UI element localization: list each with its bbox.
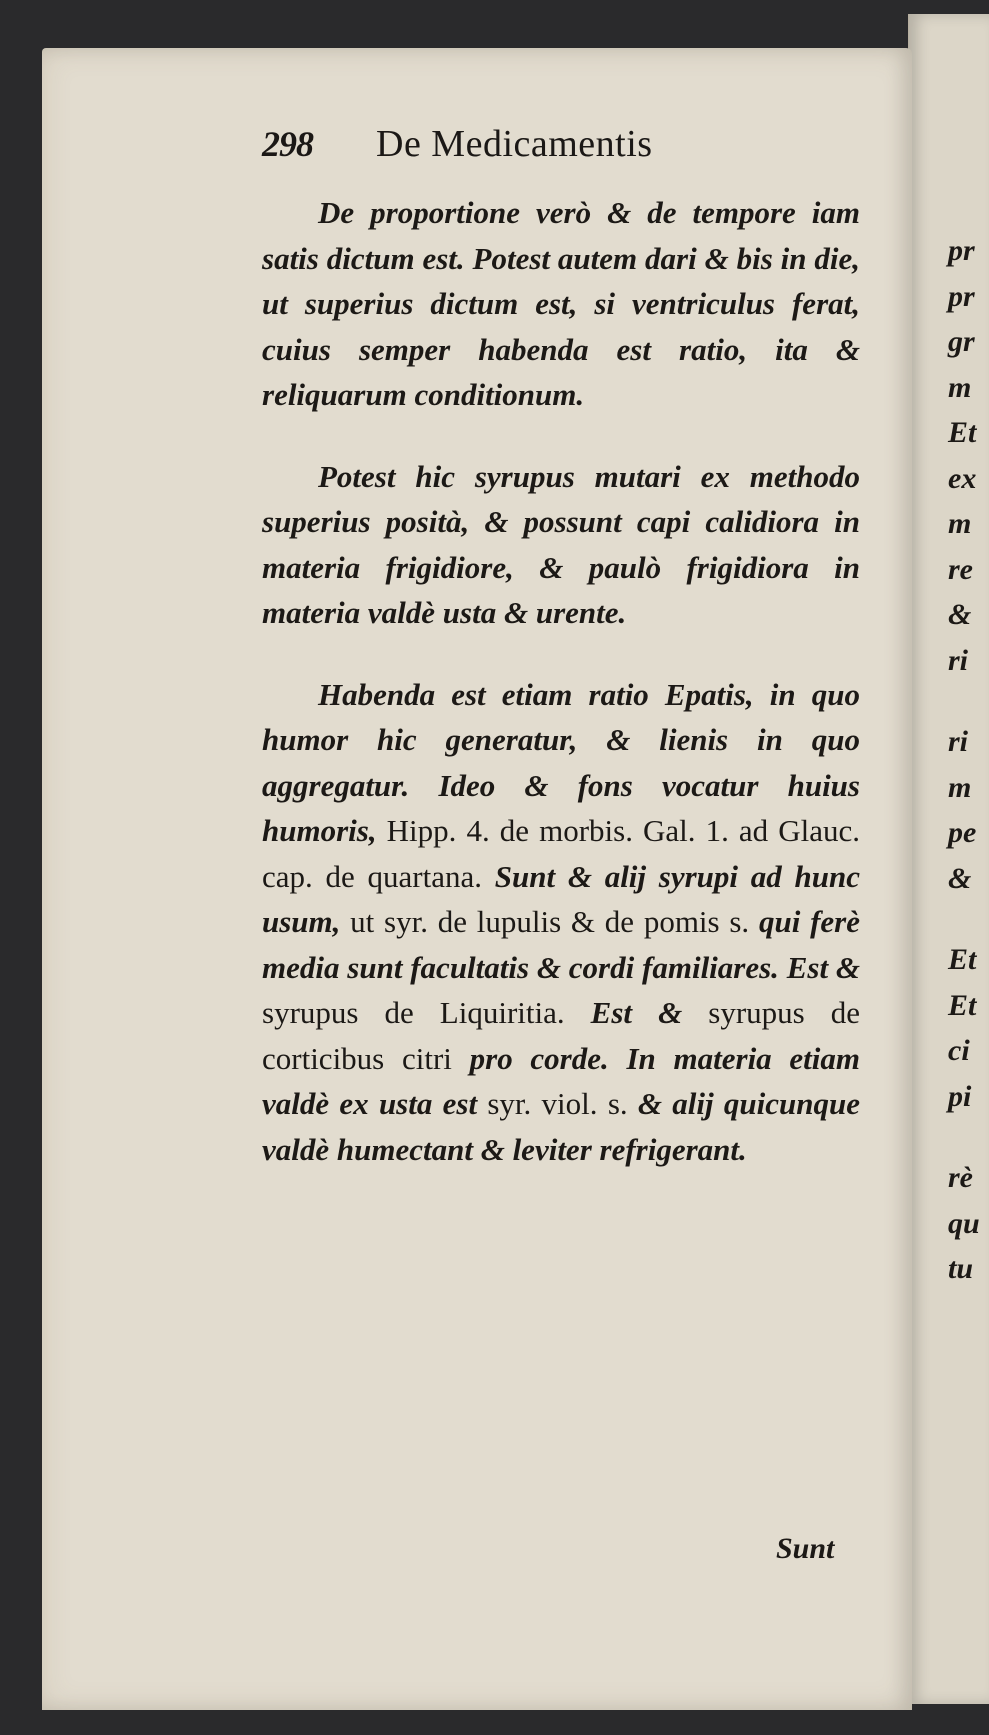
text-segment: Potest hic syrupus mutari ex methodo superius posità, & possunt capi calidiora in materia frigidiore, & paulò frigidiora in materia valdè usta & urente.	[262, 458, 860, 630]
facing-fragment: &	[948, 598, 972, 631]
text-segment: Sunt & alij syrupi ad hunc usum,	[262, 858, 860, 939]
text-segment: Est &	[564, 995, 709, 1030]
facing-fragment: m	[948, 370, 972, 404]
facing-fragment: &	[948, 861, 972, 895]
facing-fragment	[948, 689, 980, 725]
text-segment: pro corde. In materia etiam valdè ex usta est	[262, 1040, 860, 1121]
page-number: 298	[262, 124, 313, 164]
body-text	[262, 190, 860, 1208]
citation-text: Hipp. 4. de morbis. Gal. 1. ad Glauc. cap. de quartana.	[262, 813, 860, 894]
text-segment: syrupus de corticibus citri	[262, 995, 861, 1076]
facing-fragment	[948, 907, 980, 943]
facing-fragment: pr	[948, 234, 975, 267]
facing-fragment	[948, 1125, 980, 1161]
paragraph	[262, 454, 860, 636]
facing-fragment: pe	[948, 816, 977, 849]
catchword: Sunt	[776, 1532, 835, 1565]
facing-fragment: qu	[948, 1206, 980, 1240]
facing-fragment: ci	[948, 1034, 970, 1067]
facing-fragment: pr	[948, 279, 975, 313]
facing-fragment: ri	[948, 725, 969, 758]
text-segment: qui ferè media sunt facultatis & cordi familiares. Est &	[262, 904, 860, 985]
facing-fragment: pi	[948, 1079, 972, 1113]
page-header	[262, 122, 782, 166]
text-segment: syr. viol. s.	[487, 1086, 628, 1121]
paragraph	[262, 672, 860, 1173]
facing-fragment: m	[948, 770, 972, 804]
text-segment: syrupus de Liquiritia.	[262, 995, 565, 1030]
facing-fragment: ri	[948, 643, 969, 677]
facing-fragment: ex	[948, 461, 977, 495]
text-segment: De proportione verò & de tempore iam satis dictum est. Potest autem dari & bis in die, ut superius dictum est, si ventriculus ferat, cuius semper habenda est ratio, ita & reliquarum conditionum.	[262, 195, 860, 412]
facing-fragment: Et	[948, 988, 977, 1022]
text-segment: Habenda est etiam ratio Epatis, in quo humor hic generatur, & lienis in quo aggregatur. Ideo & fons vocatur huius humoris,	[262, 676, 860, 848]
text-segment: ut syr. de lupulis & de pomis s.	[350, 904, 750, 939]
facing-fragment: gr	[948, 325, 975, 358]
facing-page-text	[948, 234, 980, 1298]
facing-fragment: tu	[948, 1252, 974, 1285]
facing-fragment: Et	[948, 416, 977, 449]
facing-fragment: rè	[948, 1161, 973, 1194]
text-segment: & alij quicunque valdè humectant & leviter refrigerant.	[262, 1086, 861, 1167]
facing-fragment: re	[948, 552, 973, 586]
paragraph	[262, 190, 860, 418]
running-title: De Medicamentis	[376, 123, 653, 165]
facing-fragment: m	[948, 507, 972, 540]
facing-fragment: Et	[948, 943, 977, 976]
